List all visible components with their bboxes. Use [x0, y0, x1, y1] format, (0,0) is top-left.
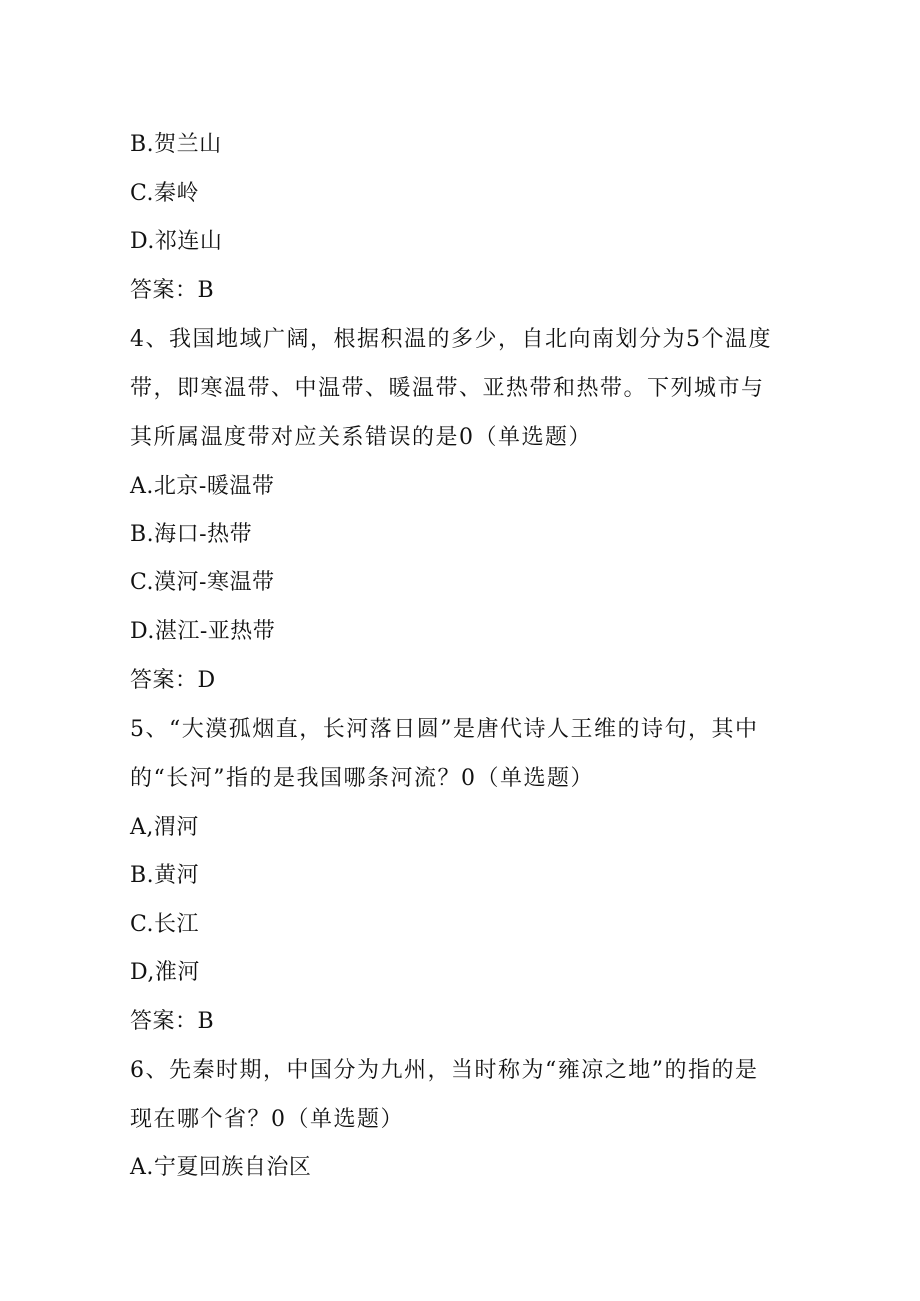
q4-option-a: A.北京-暖温带 [130, 474, 275, 499]
q4-option-d: D.湛江-亚热带 [130, 619, 276, 644]
q4-stem-line-2: 带，即寒温带、中温带、暖温带、亚热带和热带。下列城市与 [130, 376, 765, 401]
q5-option-c: C.长江 [130, 912, 200, 937]
q5-option-b: B.黄河 [130, 863, 200, 888]
q6-stem-line-2: 现在哪个省？0（单选题） [130, 1107, 404, 1132]
q5-stem-line-2: 的“长河”指的是我国哪条河流？0（单选题） [130, 766, 594, 791]
q6-option-a: A.宁夏回族自治区 [130, 1155, 312, 1180]
q6-stem-line-1: 6、先秦时期，中国分为九州，当时称为“雍凉之地”的指的是 [130, 1058, 759, 1083]
q3-option-d: D.祁连山 [130, 229, 223, 254]
q5-option-a: A,渭河 [130, 815, 199, 840]
q5-option-d: D,淮河 [130, 960, 200, 985]
q4-stem-line-3: 其所属温度带对应关系错误的是0（单选题） [130, 425, 592, 450]
q5-stem-line-1: 5、“大漠孤烟直，长河落日圆”是唐代诗人王维的诗句，其中 [130, 717, 759, 742]
q4-stem-line-1: 4、我国地域广阔，根据积温的多少，自北向南划分为5个温度 [130, 327, 772, 352]
q3-answer: 答案：B [130, 278, 215, 303]
q3-option-c: C.秦岭 [130, 181, 200, 206]
q3-option-b: B.贺兰山 [130, 132, 222, 157]
q4-answer: 答案：D [130, 668, 216, 693]
q5-answer: 答案：B [130, 1009, 215, 1034]
q4-option-b: B.海口-热带 [130, 522, 253, 547]
q4-option-c: C.漠河-寒温带 [130, 570, 275, 595]
